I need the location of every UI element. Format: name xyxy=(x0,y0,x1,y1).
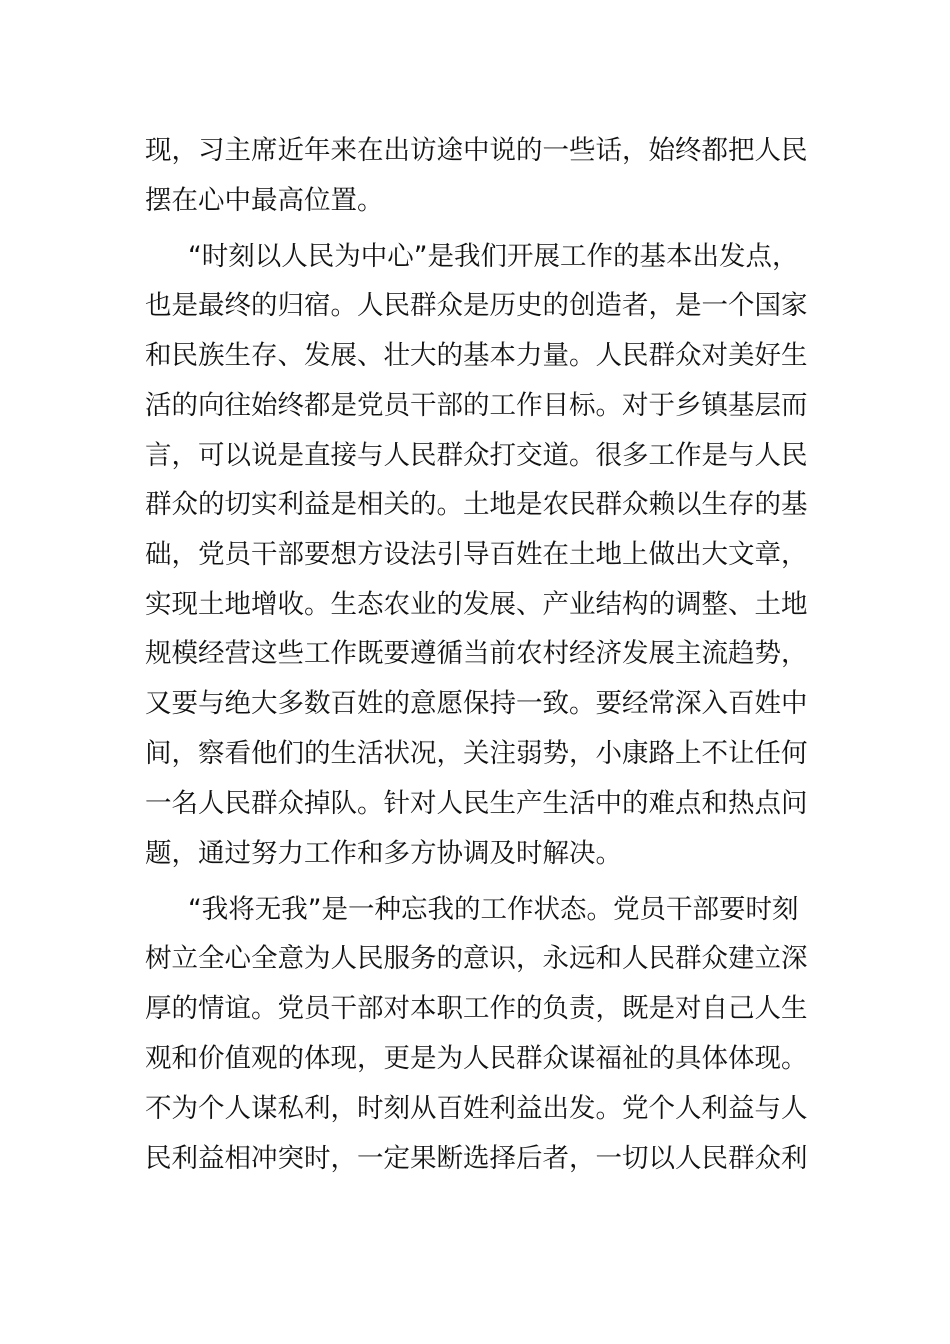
paragraph-first-line: “我将无我”是一种忘我的工作状态。党员干部要时刻 xyxy=(188,894,799,925)
text-line: 现，习主席近年来在出访途中说的一些话，始终都把人民 xyxy=(145,135,808,166)
text-line: 民利益相冲突时，一定果断选择后者，一切以人民群众利 xyxy=(145,1143,808,1174)
text-line: 树立全心全意为人民服务的意识，永远和人民群众建立深 xyxy=(145,943,808,974)
text-line: 一名人民群众掉队。针对人民生产生活中的难点和热点问 xyxy=(145,788,808,819)
text-line: 实现土地增收。生态农业的发展、产业结构的调整、土地 xyxy=(145,589,808,620)
text-line: 言，可以说是直接与人民群众打交道。很多工作是与人民 xyxy=(145,440,808,471)
text-line: 也是最终的归宿。人民群众是历史的创造者，是一个国家 xyxy=(145,290,808,321)
text-line: 摆在心中最高位置。 xyxy=(145,185,384,216)
text-line: 题，通过努力工作和多方协调及时解决。 xyxy=(145,838,622,869)
text-line: 又要与绝大多数百姓的意愿保持一致。要经常深入百姓中 xyxy=(145,688,808,719)
text-line: 群众的切实利益是相关的。土地是农民群众赖以生存的基 xyxy=(145,489,808,520)
text-line: 厚的情谊。党员干部对本职工作的负责，既是对自己人生 xyxy=(145,993,808,1024)
text-line: 不为个人谋私利，时刻从百姓利益出发。党个人利益与人 xyxy=(145,1093,808,1124)
text-line: 活的向往始终都是党员干部的工作目标。对于乡镇基层而 xyxy=(145,390,808,421)
text-line: 础，党员干部要想方设法引导百姓在土地上做出大文章， xyxy=(145,539,808,570)
text-line: 间，察看他们的生活状况，关注弱势，小康路上不让任何 xyxy=(145,738,808,769)
text-line: 和民族生存、发展、壮大的基本力量。人民群众对美好生 xyxy=(145,340,808,371)
paragraph-first-line: “时刻以人民为中心”是我们开展工作的基本出发点， xyxy=(188,241,799,272)
text-line: 规模经营这些工作既要遵循当前农村经济发展主流趋势， xyxy=(145,638,808,669)
text-line: 观和价值观的体现，更是为人民群众谋福祉的具体体现。 xyxy=(145,1043,808,1074)
